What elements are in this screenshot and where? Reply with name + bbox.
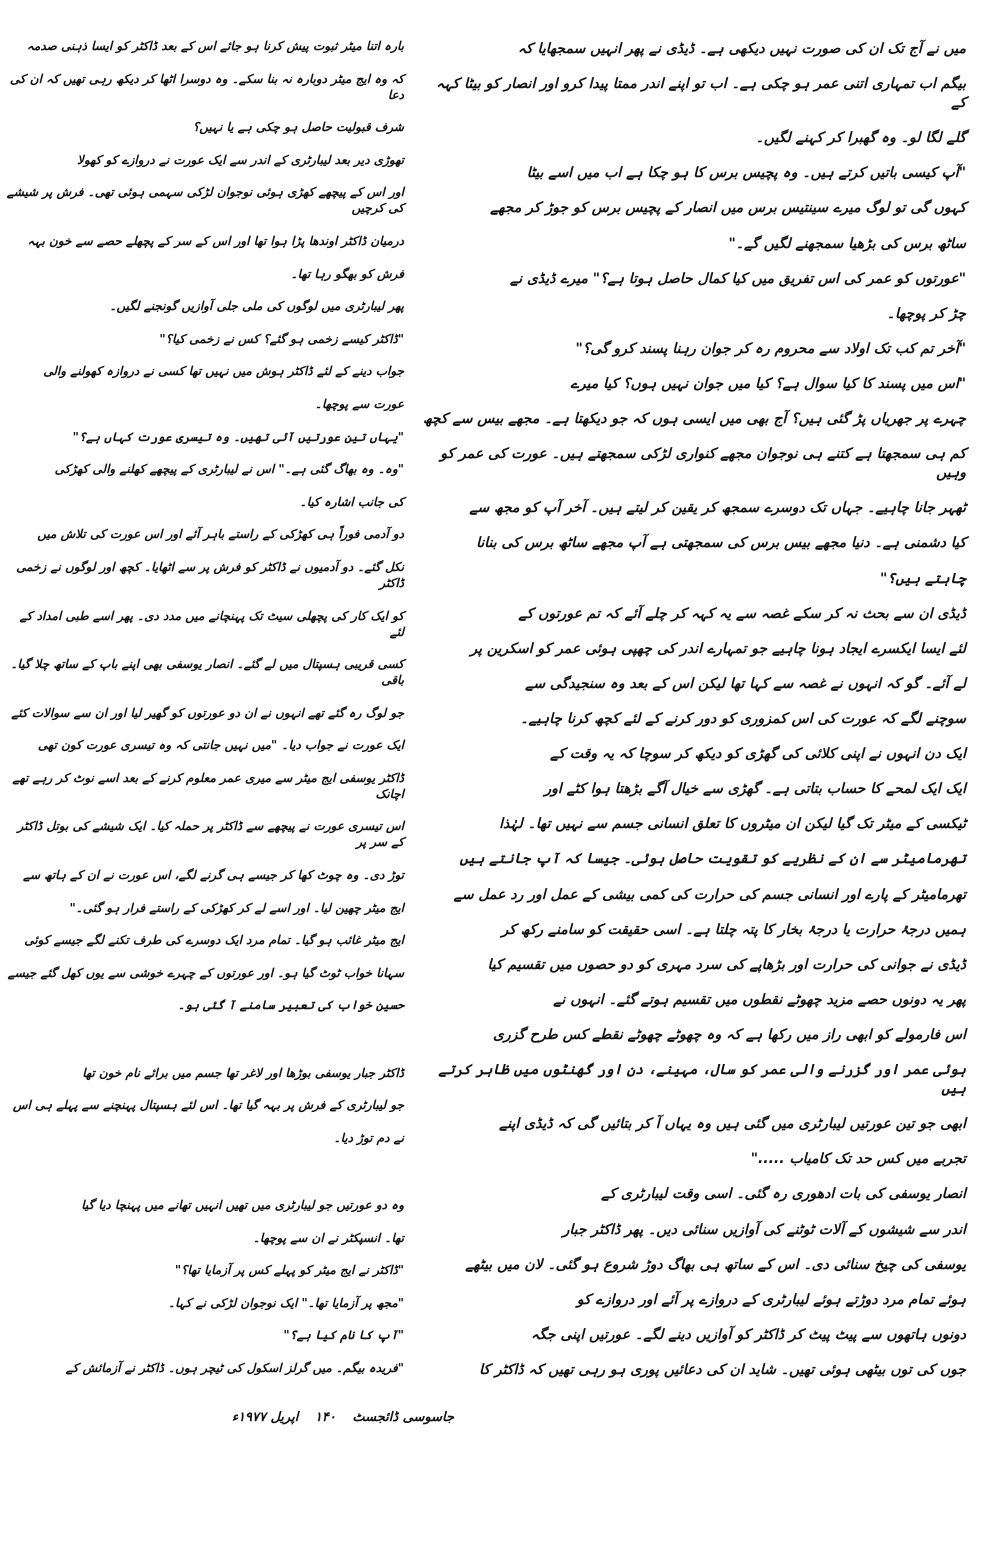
page-footer bbox=[231, 1410, 460, 1425]
text-line: ہوئے تمام مرد دوڑتے ہوئے لیبارٹری کے دروازے پر آئے اور دروازے کو bbox=[576, 1291, 966, 1308]
text-line: پھر یہ دونوں حصے مزید چھوٹے نقطوں میں تقسیم ہوتے گئے۔ انہوں نے bbox=[553, 991, 966, 1008]
text-line: کی جانب اشارہ کیا۔ bbox=[299, 494, 404, 509]
text-line: "ڈاکٹر کیسے زخمی ہو گئے؟ کس نے زخمی کیا؟" bbox=[159, 331, 404, 346]
text-line: ڈاکٹر یوسفی ایج میٹر سے میری عمر معلوم کرنے کے بعد اسے نوٹ کر رہے تھے اچانک bbox=[12, 770, 404, 801]
paragraph-gap bbox=[4, 1030, 404, 1048]
text-line: دو آدمی فوراً ہی کھڑکی کے راستے باہر آئے اور اس عورت کی تلاش میں bbox=[37, 527, 404, 542]
text-line: کسی قریبی ہسپتال میں لے گئے۔ انصار یوسفی بھی اپنے باپ کے ساتھ چلا گیا۔ باقی bbox=[10, 657, 404, 688]
text-line: یوسفی کی چیخ سنائی دی۔ اس کے ساتھ ہی بھاگ دوڑ شروع ہو گئی۔ لان میں بیٹھے bbox=[465, 1256, 966, 1273]
text-line: "وہ۔ وہ بھاگ گئی ہے۔" اس نے لیبارٹری کے پیچھے کھلنے والی کھڑکی bbox=[54, 462, 404, 477]
text-line: کو ایک کار کی پچھلی سیٹ تک پہنچانے میں مدد دی۔ پھر اسے طبی امداد کے لئے bbox=[19, 608, 404, 639]
text-line: کم ہی سمجھتا ہے کتنے ہی نوجوان مجھے کنواری لڑکی سمجھتے ہیں۔ عورت کی عمر کو وہیں bbox=[440, 446, 966, 482]
right-text-column bbox=[420, 40, 966, 1380]
text-line: جو لوگ رہ گئے تھے انہوں نے ان دو عورتوں کو گھیر لیا اور ان سے سوالات کئے bbox=[11, 705, 404, 720]
text-line: "یہاں تین عورتیں آئی تھیں۔ وہ تیسری عورت کہاں ہے؟" bbox=[72, 429, 404, 444]
text-line: جو لیبارٹری کے فرش پر بہہ گیا تھا۔ اس لئے ہسپتال پہنچنے سے پہلے ہی اس bbox=[12, 1098, 404, 1113]
text-line: درمیان ڈاکٹر اوندھا پڑا ہوا تھا اور اس کے سر کے پچھلے حصے سے خون بہہ bbox=[27, 233, 404, 248]
text-line: اس فارمولے کو ابھی راز میں رکھا ہے کہ وہ چھوٹے چھوٹے نقطے کس طرح گزری bbox=[492, 1026, 966, 1043]
text-line: عورت سے پوچھا۔ bbox=[314, 396, 404, 411]
text-line: بارہ اتنا میٹر ثبوت پیش کرنا ہو جائے اس کے بعد ڈاکٹر کو ایسا ذہنی صدمہ bbox=[26, 39, 404, 53]
text-line: جواب دینے کے لئے ڈاکٹر ہوش میں نہیں تھا کسی نے دروازہ کھولنے والی bbox=[43, 364, 404, 379]
text-line: چاہتے ہیں؟" bbox=[880, 570, 966, 587]
text-line: اندر سے شیشوں کے آلات ٹوٹنے کی آوازیں سنائی دیں۔ پھر ڈاکٹر جبار bbox=[562, 1221, 966, 1238]
text-line: ہوئی عمر اور گزرنے والی عمر کو سال، مہینے، دن اور گھنٹوں میں ظاہر کرتے ہیں bbox=[438, 1062, 966, 1098]
text-line: ٹھہر جانا چاہیے۔ جہاں تک دوسرے سمجھ کر یقین کر لیتے ہیں۔ آخر آپ کو مجھ سے bbox=[469, 500, 966, 517]
text-line: ایج میٹر چھین لیا۔ اور اسے لے کر کھڑکی کے راستے فرار ہو گئی۔" bbox=[69, 900, 404, 915]
text-line: تھا۔ انسپکٹر نے ان سے پوچھا۔ bbox=[252, 1230, 404, 1245]
text-line: توڑ دی۔ وہ چوٹ کھا کر جیسے ہی گرنے لگے، اس عورت نے ان کے ہاتھ سے bbox=[22, 868, 404, 883]
text-line: "فریدہ بیگم۔ میں گرلز اسکول کی ٹیچر ہوں۔ ڈاکٹر نے آزمائش کے bbox=[65, 1360, 404, 1375]
text-line: "عورتوں کو عمر کی اس تفریق میں کیا کمال حاصل ہوتا ہے؟" میرے ڈیڈی نے bbox=[509, 270, 966, 287]
text-line: پھر لیبارٹری میں لوگوں کی ملی جلی آوازیں گونجنے لگیں۔ bbox=[109, 299, 404, 314]
text-line: کیا دشمنی ہے۔ دنیا مجھے بیس برس کی سمجھتی ہے آپ مجھے ساٹھ برس کی بنانا bbox=[476, 535, 966, 552]
text-line: تھرمامیٹر کے پارے اور انسانی جسم کی حرارت کی کمی بیشی کے عمل اور رد عمل سے bbox=[453, 886, 966, 903]
text-line: جوں کی توں بیٹھی ہوئی تھیں۔ شاید ان کی دعائیں پوری ہو رہی تھیں کہ ڈاکٹر کا bbox=[479, 1361, 966, 1378]
text-line: گلے لگا لو۔ وہ گھبرا کر کہنے لگیں۔ bbox=[755, 130, 966, 147]
text-line: ایج میٹر غائب ہو گیا۔ تمام مرد ایک دوسرے کی طرف تکنے لگے جیسے کوئی bbox=[24, 933, 404, 948]
text-line: فرش کو بھگو رہا تھا۔ bbox=[290, 266, 404, 281]
text-line: "آخر تم کب تک اولاد سے محروم رہ کر جوان رہنا پسند کرو گی؟" bbox=[575, 340, 966, 357]
magazine-name: جاسوسی ڈائجسٹ bbox=[352, 1410, 454, 1425]
page-number: ۱۴۰ bbox=[314, 1410, 336, 1425]
text-line: تھرمامیٹر سے ان کے نظریے کو تقویت حاصل ہوئی۔ جیسا کہ آپ جانتے ہیں bbox=[459, 851, 966, 868]
text-line: سہانا خواب ٹوٹ گیا ہو۔ اور عورتوں کے چہرے خوشی سے یوں کھل گئے جیسے bbox=[7, 965, 404, 980]
text-line: ڈیڈی نے جوانی کی حرارت اور بڑھاپے کی سرد مہری کو دو حصوں میں تقسیم کیا bbox=[487, 956, 966, 973]
text-line: شرف قبولیت حاصل ہو چکی ہے یا نہیں؟ bbox=[192, 120, 404, 135]
text-line: ساٹھ برس کی بڑھیا سمجھنے لگیں گے۔" bbox=[728, 235, 966, 252]
text-line: لے آئے۔ گو کہ انہوں نے غصہ سے کہا تھا لیکن اس کے بعد وہ سنجیدگی سے bbox=[525, 675, 966, 692]
text-line: "ڈاکٹر نے ایج میٹر کو پہلے کس پر آزمایا تھا؟" bbox=[174, 1263, 404, 1278]
text-line: "مجھ پر آزمایا تھا۔" ایک نوجوان لڑکی نے کہا۔ bbox=[168, 1295, 404, 1310]
text-line: وہ دو عورتیں جو لیبارٹری میں تھیں انہیں تھانے میں پہنچا دیا گیا bbox=[81, 1198, 404, 1212]
text-line: اس تیسری عورت نے پیچھے سے ڈاکٹر پر حملہ کیا۔ ایک شیشے کی بوتل ڈاکٹر کے سر پر bbox=[17, 819, 404, 850]
text-line: اور اس کے پیچھے کھڑی ہوئی نوجوان لڑکی سہمی ہوئی تھی۔ فرش پر شیشے کی کرچیں bbox=[6, 185, 404, 216]
text-line: دونوں ہاتھوں سے پیٹ پیٹ کر ڈاکٹر کو آوازیں دینے لگے۔ عورتیں اپنی جگہ bbox=[530, 1326, 966, 1343]
text-line: انصار یوسفی کی بات ادھوری رہ گئی۔ اسی وقت لیبارٹری کے bbox=[601, 1186, 966, 1203]
text-line: "آپ کا نام کیا ہے؟" bbox=[283, 1328, 404, 1343]
text-line: ایک دن انہوں نے اپنی کلائی کی گھڑی کو دیکھ کر سوچا کہ یہ وقت کے bbox=[550, 746, 966, 763]
text-line: حسین خواب کی تعبیر سامنے آ گئی ہو۔ bbox=[177, 998, 404, 1013]
text-line: بیگم اب تمہاری اتنی عمر ہو چکی ہے۔ اب تو اپنے اندر ممتا پیدا کرو اور انصار کو بیٹا کہہ کے bbox=[436, 76, 966, 112]
text-line: نکل گئے۔ دو آدمیوں نے ڈاکٹر کو فرش پر سے اٹھایا۔ کچھ اور لوگوں نے زخمی ڈاکٹر bbox=[16, 559, 404, 590]
text-line: سوچنے لگے کہ عورت کی اس کمزوری کو دور کرنے کے لئے کچھ کرنا چاہیے۔ bbox=[520, 710, 966, 727]
text-line: ایک ایک لمحے کا حساب بتاتی ہے۔ گھڑی سے خیال آگے بڑھتا ہوا کٹے اور bbox=[544, 781, 966, 798]
text-line: کہوں گی تو لوگ میرے سینتیس برس میں انصار کے پچیس برس کو جوڑ کر مجھے bbox=[490, 200, 966, 217]
paragraph-gap bbox=[4, 1162, 404, 1180]
issue-date: اپریل ۱۹۷۷ء bbox=[231, 1410, 299, 1425]
text-line: ٹیکسی کے میٹر تک گیا لیکن ان میٹروں کا تعلق انسانی جسم سے نہیں تھا۔ لہٰذا bbox=[499, 816, 966, 833]
text-line: میں نے آج تک ان کی صورت نہیں دیکھی ہے۔ ڈیڈی نے پھر انہیں سمجھایا کہ bbox=[517, 41, 966, 57]
text-line: چڑ کر پوچھا۔ bbox=[886, 305, 966, 322]
text-line: ڈیڈی ان سے بحث نہ کر سکے غصہ سے یہ کہہ کر چلے آئے کہ تم عورتوں کے bbox=[518, 605, 966, 622]
text-line: ہمیں درجۂ حرارت یا درجۂ بخار کا پتہ چلتا ہے۔ اسی حقیقت کو سامنے رکھ کر bbox=[501, 921, 966, 938]
text-line: لئے ایسا ایکسرے ایجاد ہونا چاہیے جو تمہارے اندر کی چھپی ہوئی عمر کو اسکرین پر bbox=[470, 640, 966, 657]
text-line: تھوڑی دیر بعد لیبارٹری کے اندر سے ایک عورت نے دروازے کو کھولا bbox=[77, 152, 404, 167]
text-line: ایک عورت نے جواب دیا۔ "میں نہیں جانتی کہ وہ تیسری عورت کون تھی bbox=[37, 738, 404, 753]
text-line: نے دم توڑ دیا۔ bbox=[333, 1130, 404, 1145]
text-line: تجربے میں کس حد تک کامیاب ....." bbox=[750, 1151, 966, 1168]
text-line: ڈاکٹر جبار یوسفی بوڑھا اور لاغر تھا جسم میں برائے نام خون تھا bbox=[82, 1065, 404, 1080]
text-line: "آپ کیسی باتیں کرتے ہیں۔ وہ پچیس برس کا ہو چکا ہے اب میں اسے بیٹا bbox=[526, 165, 966, 182]
left-text-column bbox=[4, 38, 404, 1376]
text-line: کہ وہ ایج میٹر دوبارہ نہ بنا سکے۔ وہ دوسرا اٹھا کر دیکھ رہی تھیں کہ ان کی دعا bbox=[9, 71, 404, 102]
text-line: چہرے پر جھریاں پڑ گئی ہیں؟ آج بھی میں ایسی ہوں کہ جو دیکھتا ہے۔ مجھے بیس سے کچھ bbox=[423, 411, 966, 428]
text-line: "اس میں پسند کا کیا سوال ہے؟ کیا میں جوان نہیں ہوں؟ کیا میرے bbox=[570, 375, 966, 392]
text-line: ابھی جو تین عورتیں لیبارٹری میں گئی ہیں وہ یہاں آ کر بتائیں گی کہ ڈیڈی اپنے bbox=[499, 1116, 966, 1133]
